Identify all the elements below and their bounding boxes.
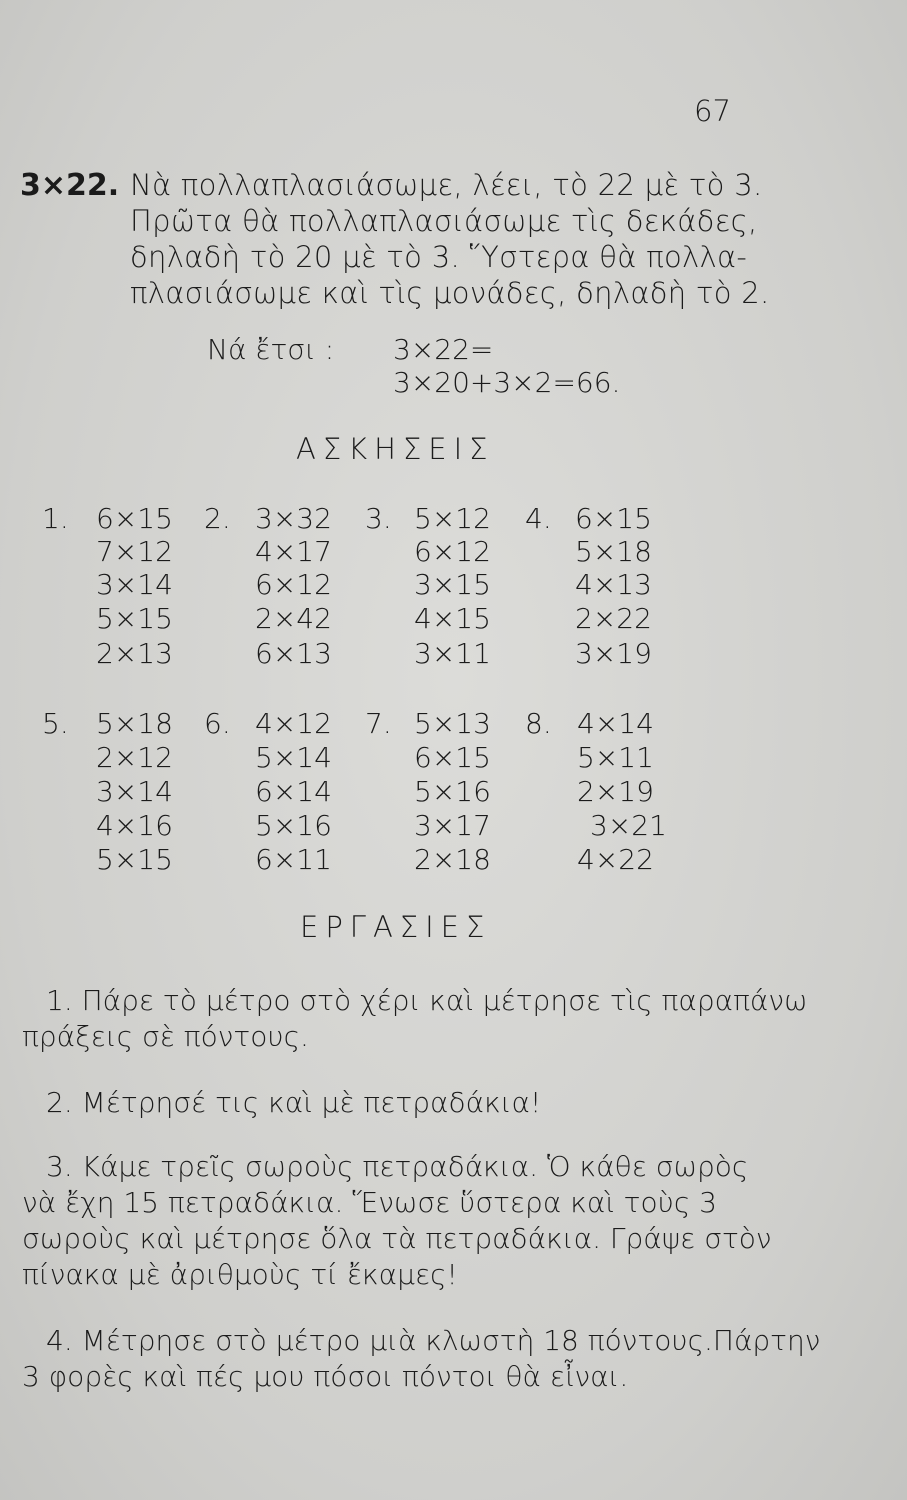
exercise-problem: 2×13 bbox=[96, 637, 173, 670]
page-number: 67 bbox=[694, 94, 731, 128]
exercise-number: 6. bbox=[204, 707, 231, 740]
exercise-problem: 6×15 bbox=[96, 502, 173, 535]
exercise-problem: 4×17 bbox=[255, 535, 332, 568]
intro-problem-label: 3×22. bbox=[20, 168, 120, 203]
task-line: σωροὺς καὶ μέτρησε ὅλα τὰ πετραδάκια. Γράψε στὸν bbox=[22, 1222, 772, 1255]
exercise-problem: 4×15 bbox=[414, 602, 491, 635]
exercise-problem: 3×11 bbox=[414, 637, 491, 670]
example-label: Νά ἔτσι : bbox=[207, 333, 335, 366]
task-line: νὰ ἔχη 15 πετραδάκια. Ἕνωσε ὕστερα καὶ τοὺς 3 bbox=[22, 1186, 717, 1219]
task-line: πράξεις σὲ πόντους. bbox=[22, 1020, 309, 1053]
exercise-problem: 4×12 bbox=[255, 707, 332, 740]
exercise-problem: 4×22 bbox=[577, 843, 654, 876]
task-line: 2. Μέτρησέ τις καὶ μὲ πετραδάκια! bbox=[46, 1086, 542, 1119]
exercise-number: 8. bbox=[525, 707, 552, 740]
exercise-problem: 3×17 bbox=[414, 809, 491, 842]
exercise-problem: 6×14 bbox=[255, 775, 332, 808]
exercise-problem: 3×19 bbox=[575, 637, 652, 670]
exercise-problem: 6×13 bbox=[255, 637, 332, 670]
exercise-problem: 5×13 bbox=[414, 707, 491, 740]
intro-line: δηλαδὴ τὸ 20 μὲ τὸ 3. Ὕστερα θὰ πολλα- bbox=[130, 240, 748, 274]
task-line: πίνακα μὲ ἀριθμοὺς τί ἔκαμες! bbox=[22, 1258, 458, 1291]
task-line: 3. Κάμε τρεῖς σωροὺς πετραδάκια. Ὁ κάθε σωρὸς bbox=[46, 1150, 749, 1183]
exercise-number: 3. bbox=[365, 502, 392, 535]
exercise-problem: 4×13 bbox=[575, 568, 652, 601]
tasks-heading: ΕΡΓΑΣΙΕΣ bbox=[300, 910, 492, 944]
exercise-problem: 6×12 bbox=[255, 568, 332, 601]
exercise-problem: 6×11 bbox=[255, 843, 332, 876]
exercise-problem: 6×15 bbox=[414, 741, 491, 774]
exercise-problem: 6×15 bbox=[575, 502, 652, 535]
exercise-problem: 5×18 bbox=[575, 535, 652, 568]
exercise-problem: 3×14 bbox=[96, 568, 173, 601]
exercise-problem: 2×19 bbox=[577, 775, 654, 808]
intro-line: Πρῶτα θὰ πολλαπλασιάσωμε τὶς δεκάδες, bbox=[130, 204, 758, 238]
exercise-problem: 3×21 bbox=[590, 809, 667, 842]
exercise-problem: 5×12 bbox=[414, 502, 491, 535]
exercise-problem: 3×32 bbox=[255, 502, 332, 535]
exercise-problem: 3×15 bbox=[414, 568, 491, 601]
exercise-problem: 2×42 bbox=[255, 602, 332, 635]
task-line: 1. Πάρε τὸ μέτρο στὸ χέρι καὶ μέτρησε τὶς παραπάνω bbox=[46, 984, 808, 1017]
task-line: 4. Μέτρησε στὸ μέτρο μιὰ κλωστὴ 18 πόντους.Πάρτην bbox=[46, 1324, 821, 1357]
exercise-problem: 4×16 bbox=[96, 809, 173, 842]
exercise-number: 4. bbox=[525, 502, 552, 535]
intro-line: Νὰ πολλαπλασιάσωμε, λέει, τὸ 22 μὲ τὸ 3. bbox=[130, 168, 763, 202]
exercise-number: 5. bbox=[42, 707, 69, 740]
exercise-problem: 5×16 bbox=[414, 775, 491, 808]
exercise-problem: 3×14 bbox=[96, 775, 173, 808]
example-line-2: 3×20+3×2=66. bbox=[393, 366, 621, 399]
exercise-problem: 4×14 bbox=[577, 707, 654, 740]
exercise-problem: 5×18 bbox=[96, 707, 173, 740]
exercise-number: 7. bbox=[365, 707, 392, 740]
exercise-problem: 5×11 bbox=[577, 741, 654, 774]
intro-line: πλασιάσωμε καὶ τὶς μονάδες, δηλαδὴ τὸ 2. bbox=[130, 276, 770, 310]
exercise-number: 2. bbox=[204, 502, 231, 535]
exercise-problem: 5×16 bbox=[255, 809, 332, 842]
exercise-problem: 5×15 bbox=[96, 602, 173, 635]
exercise-problem: 5×14 bbox=[255, 741, 332, 774]
task-line: 3 φορὲς καὶ πές μου πόσοι πόντοι θὰ εἶναι. bbox=[22, 1360, 629, 1393]
exercise-problem: 2×18 bbox=[414, 843, 491, 876]
exercises-heading: ΑΣΚΗΣΕΙΣ bbox=[296, 432, 495, 466]
exercise-problem: 6×12 bbox=[414, 535, 491, 568]
exercise-number: 1. bbox=[42, 502, 69, 535]
exercise-problem: 7×12 bbox=[96, 535, 173, 568]
exercise-problem: 2×12 bbox=[96, 741, 173, 774]
exercise-problem: 2×22 bbox=[575, 602, 652, 635]
example-line-1: 3×22= bbox=[393, 333, 494, 366]
exercise-problem: 5×15 bbox=[96, 843, 173, 876]
